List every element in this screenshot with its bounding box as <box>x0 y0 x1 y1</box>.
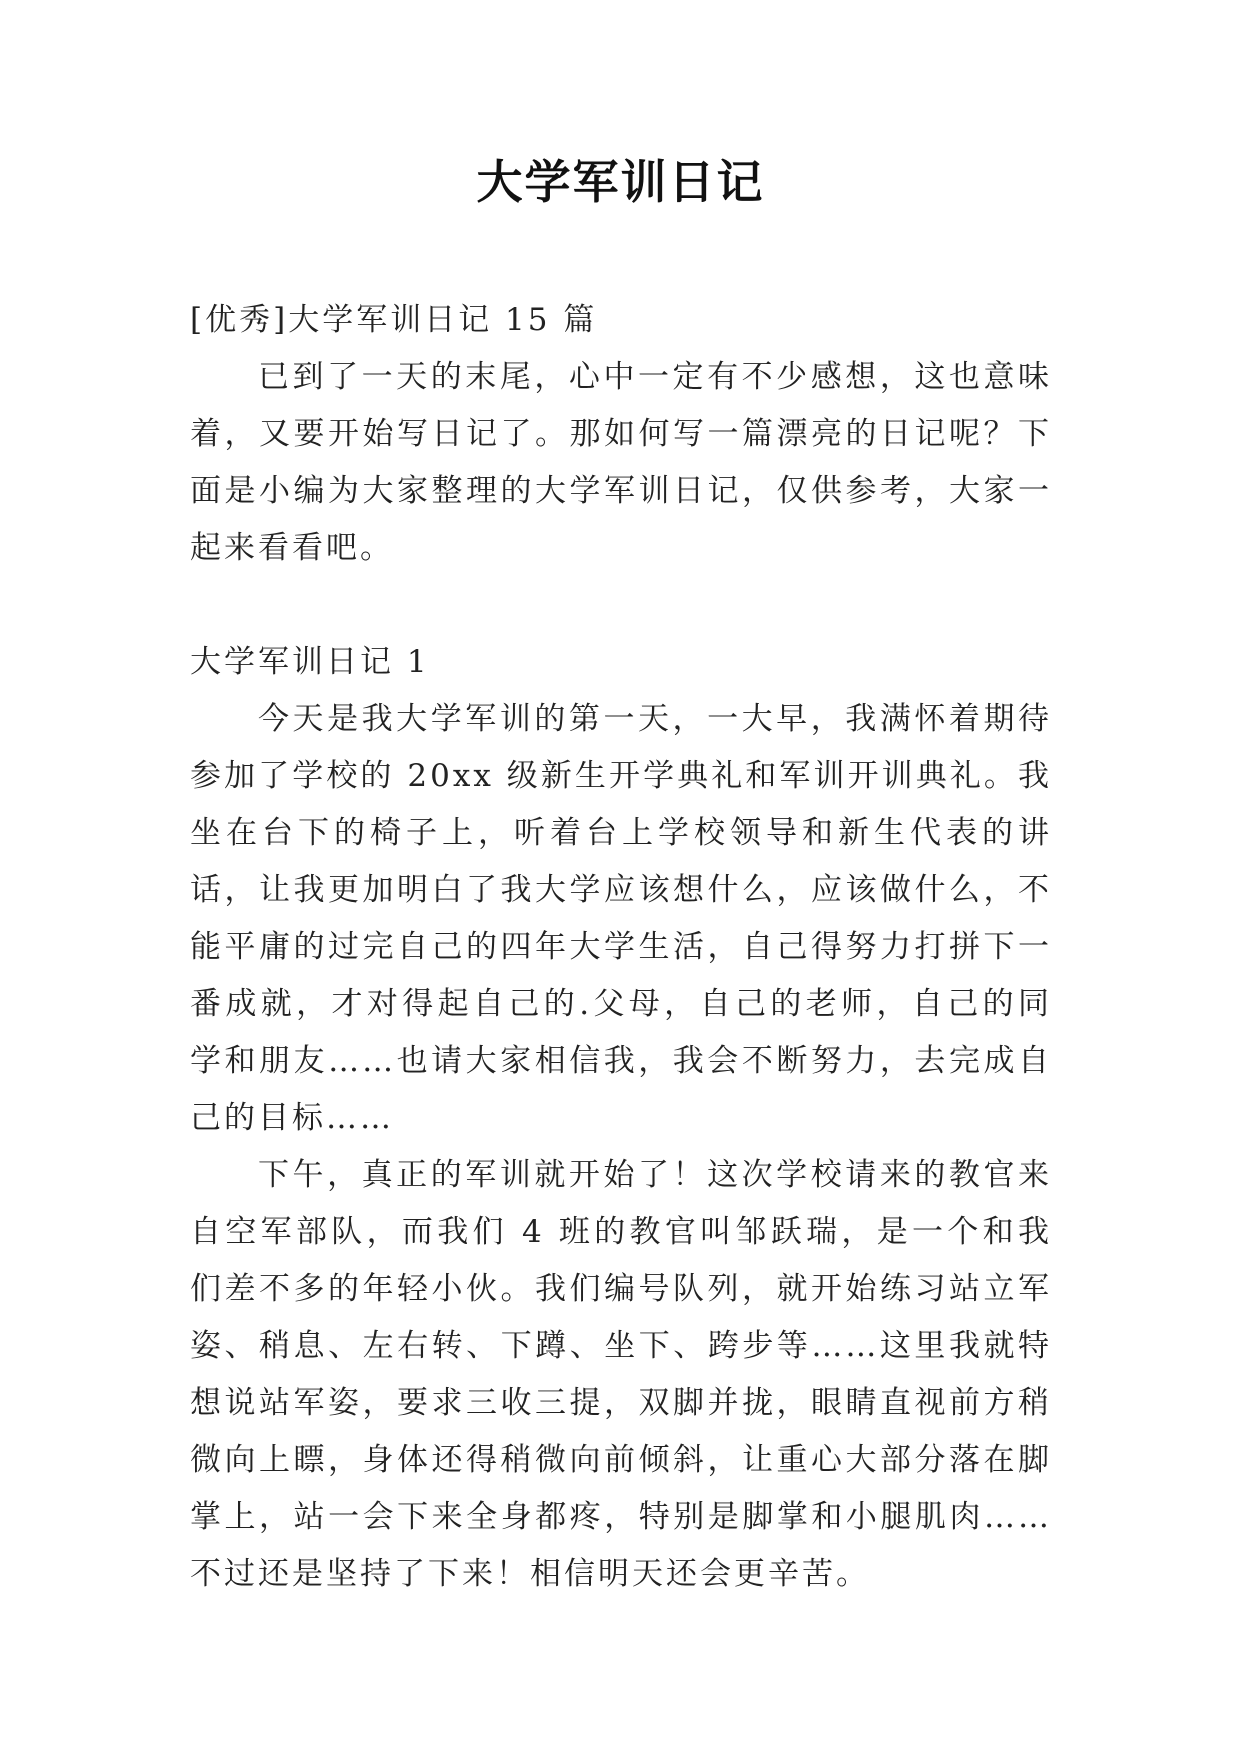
document-title: 大学军训日记 <box>476 155 765 209</box>
document-subtitle: [优秀]大学军训日记 15 篇 <box>190 302 598 338</box>
document-body <box>190 292 1052 1603</box>
section-heading: 大学军训日记 1 <box>190 644 430 680</box>
intro-paragraph: 已到了一天的末尾，心中一定有不少感想，这也意味着，又要开始写日记了。那如何写一篇漂亮的日记呢？下面是小编为大家整理的大学军训日记，仅供参考，大家一起来看看吧。 <box>190 359 1052 566</box>
body-paragraph: 今天是我大学军训的第一天，一大早，我满怀着期待参加了学校的 20xx 级新生开学典礼和军训开训典礼。我坐在台下的椅子上，听着台上学校领导和新生代表的讲话，让我更加明白了我大学应该想什么，应该做什么，不能平庸的过完自己的四年大学生活，自己得努力打拼下一番成就，才对得起自己的.父母，自己的老师，自己的同学和朋友……也请大家相信我，我会不断努力，去完成自己的目标…… <box>190 701 1052 1136</box>
body-paragraph: 下午，真正的军训就开始了！这次学校请来的教官来自空军部队，而我们 4 班的教官叫邹跃瑞，是一个和我们差不多的年轻小伙。我们编号队列，就开始练习站立军姿、稍息、左右转、下蹲、坐下、跨步等……这里我就特想说站军姿，要求三收三提，双脚并拢，眼睛直视前方稍微向上瞟，身体还得稍微向前倾斜，让重心大部分落在脚掌上，站一会下来全身都疼，特别是脚掌和小腿肌肉……不过还是坚持了下来！相信明天还会更辛苦。 <box>190 1157 1052 1592</box>
